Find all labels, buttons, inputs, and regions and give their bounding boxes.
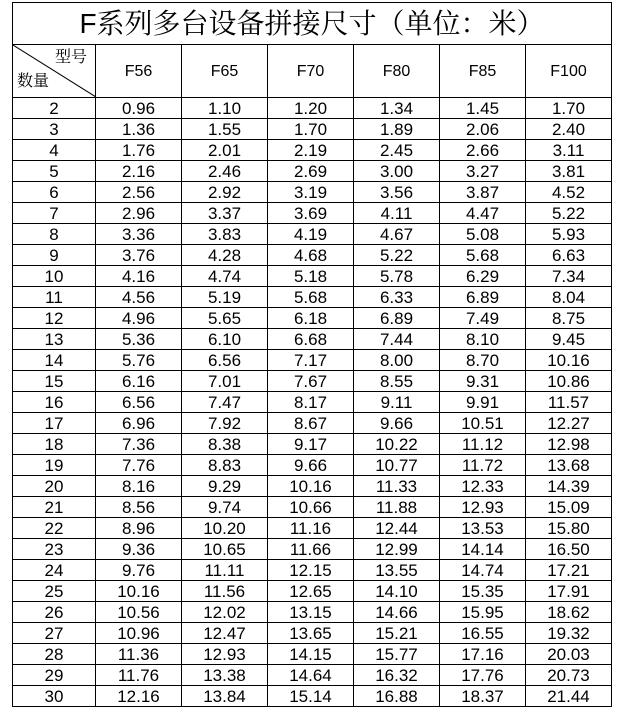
size-value-cell: 5.08 xyxy=(440,224,526,245)
size-value-cell: 20.03 xyxy=(526,644,612,665)
quantity-cell: 29 xyxy=(13,665,96,686)
size-value-cell: 14.14 xyxy=(440,539,526,560)
quantity-cell: 27 xyxy=(13,623,96,644)
table-row xyxy=(13,434,612,455)
size-value-cell: 9.66 xyxy=(354,413,440,434)
size-value-cell: 5.68 xyxy=(268,287,354,308)
size-value-cell: 9.36 xyxy=(96,539,182,560)
size-value-cell: 10.96 xyxy=(96,623,182,644)
size-value-cell: 12.47 xyxy=(182,623,268,644)
table-row xyxy=(13,602,612,623)
size-value-cell: 2.66 xyxy=(440,140,526,161)
corner-label-model: 型号 xyxy=(54,49,87,66)
size-value-cell: 2.06 xyxy=(440,119,526,140)
size-value-cell: 8.38 xyxy=(182,434,268,455)
size-value-cell: 12.93 xyxy=(440,497,526,518)
quantity-cell: 4 xyxy=(13,140,96,161)
size-value-cell: 12.33 xyxy=(440,476,526,497)
size-value-cell: 11.16 xyxy=(268,518,354,539)
table-row xyxy=(13,413,612,434)
size-value-cell: 7.47 xyxy=(182,392,268,413)
size-value-cell: 7.36 xyxy=(96,434,182,455)
quantity-cell: 23 xyxy=(13,539,96,560)
size-value-cell: 10.16 xyxy=(526,350,612,371)
quantity-cell: 26 xyxy=(13,602,96,623)
table-row xyxy=(13,476,612,497)
size-value-cell: 11.56 xyxy=(182,581,268,602)
size-value-cell: 6.63 xyxy=(526,245,612,266)
quantity-cell: 18 xyxy=(13,434,96,455)
size-value-cell: 9.66 xyxy=(268,455,354,476)
size-value-cell: 12.99 xyxy=(354,539,440,560)
size-value-cell: 7.49 xyxy=(440,308,526,329)
size-value-cell: 6.33 xyxy=(354,287,440,308)
size-value-cell: 2.01 xyxy=(182,140,268,161)
size-value-cell: 9.91 xyxy=(440,392,526,413)
size-value-cell: 9.11 xyxy=(354,392,440,413)
size-value-cell: 3.19 xyxy=(268,182,354,203)
size-value-cell: 9.17 xyxy=(268,434,354,455)
size-value-cell: 1.20 xyxy=(268,98,354,119)
size-value-cell: 5.68 xyxy=(440,245,526,266)
quantity-cell: 20 xyxy=(13,476,96,497)
size-value-cell: 12.65 xyxy=(268,581,354,602)
quantity-cell: 16 xyxy=(13,392,96,413)
size-value-cell: 10.16 xyxy=(96,581,182,602)
size-value-cell: 3.83 xyxy=(182,224,268,245)
table-row xyxy=(13,371,612,392)
size-value-cell: 4.67 xyxy=(354,224,440,245)
size-value-cell: 19.32 xyxy=(526,623,612,644)
table-row xyxy=(13,98,612,119)
size-value-cell: 9.74 xyxy=(182,497,268,518)
size-value-cell: 7.76 xyxy=(96,455,182,476)
size-value-cell: 4.28 xyxy=(182,245,268,266)
size-value-cell: 11.76 xyxy=(96,665,182,686)
size-value-cell: 10.22 xyxy=(354,434,440,455)
size-value-cell: 16.50 xyxy=(526,539,612,560)
table-row xyxy=(13,245,612,266)
model-header-f80: F80 xyxy=(354,45,440,98)
size-value-cell: 5.76 xyxy=(96,350,182,371)
size-value-cell: 3.81 xyxy=(526,161,612,182)
quantity-cell: 22 xyxy=(13,518,96,539)
size-value-cell: 18.37 xyxy=(440,686,526,707)
size-value-cell: 17.91 xyxy=(526,581,612,602)
size-value-cell: 1.70 xyxy=(268,119,354,140)
size-value-cell: 11.36 xyxy=(96,644,182,665)
size-value-cell: 12.44 xyxy=(354,518,440,539)
size-value-cell: 3.36 xyxy=(96,224,182,245)
size-value-cell: 2.96 xyxy=(96,203,182,224)
size-value-cell: 14.10 xyxy=(354,581,440,602)
size-table-sheet xyxy=(12,2,612,707)
quantity-cell: 30 xyxy=(13,686,96,707)
size-value-cell: 7.67 xyxy=(268,371,354,392)
quantity-cell: 6 xyxy=(13,182,96,203)
size-value-cell: 13.68 xyxy=(526,455,612,476)
size-value-cell: 3.69 xyxy=(268,203,354,224)
quantity-cell: 28 xyxy=(13,644,96,665)
size-value-cell: 8.16 xyxy=(96,476,182,497)
size-value-cell: 4.74 xyxy=(182,266,268,287)
size-value-cell: 1.10 xyxy=(182,98,268,119)
size-value-cell: 21.44 xyxy=(526,686,612,707)
size-value-cell: 4.11 xyxy=(354,203,440,224)
header-row xyxy=(13,45,612,98)
table-row xyxy=(13,266,612,287)
table-row xyxy=(13,224,612,245)
table-row xyxy=(13,350,612,371)
size-value-cell: 15.35 xyxy=(440,581,526,602)
size-value-cell: 6.89 xyxy=(354,308,440,329)
model-header-f70: F70 xyxy=(268,45,354,98)
size-value-cell: 10.86 xyxy=(526,371,612,392)
size-value-cell: 6.10 xyxy=(182,329,268,350)
size-value-cell: 6.56 xyxy=(96,392,182,413)
size-value-cell: 3.11 xyxy=(526,140,612,161)
table-row xyxy=(13,392,612,413)
table-row xyxy=(13,581,612,602)
size-value-cell: 20.73 xyxy=(526,665,612,686)
table-row xyxy=(13,644,612,665)
size-value-cell: 4.96 xyxy=(96,308,182,329)
size-value-cell: 14.74 xyxy=(440,560,526,581)
size-value-cell: 13.38 xyxy=(182,665,268,686)
size-value-cell: 5.78 xyxy=(354,266,440,287)
size-value-cell: 4.52 xyxy=(526,182,612,203)
size-value-cell: 11.12 xyxy=(440,434,526,455)
size-value-cell: 11.88 xyxy=(354,497,440,518)
quantity-cell: 25 xyxy=(13,581,96,602)
size-value-cell: 7.92 xyxy=(182,413,268,434)
size-value-cell: 5.22 xyxy=(354,245,440,266)
quantity-cell: 11 xyxy=(13,287,96,308)
table-row xyxy=(13,497,612,518)
size-value-cell: 15.77 xyxy=(354,644,440,665)
size-value-cell: 17.21 xyxy=(526,560,612,581)
model-header-f85: F85 xyxy=(440,45,526,98)
size-value-cell: 1.70 xyxy=(526,98,612,119)
size-value-cell: 13.65 xyxy=(268,623,354,644)
table-row xyxy=(13,308,612,329)
size-value-cell: 14.39 xyxy=(526,476,612,497)
size-value-cell: 1.34 xyxy=(354,98,440,119)
size-value-cell: 10.77 xyxy=(354,455,440,476)
quantity-cell: 3 xyxy=(13,119,96,140)
size-value-cell: 8.67 xyxy=(268,413,354,434)
size-value-cell: 11.72 xyxy=(440,455,526,476)
size-value-cell: 5.36 xyxy=(96,329,182,350)
size-value-cell: 17.76 xyxy=(440,665,526,686)
corner-header-cell xyxy=(13,45,96,98)
size-value-cell: 3.37 xyxy=(182,203,268,224)
size-value-cell: 10.66 xyxy=(268,497,354,518)
size-value-cell: 10.56 xyxy=(96,602,182,623)
table-body xyxy=(13,98,612,707)
size-value-cell: 4.56 xyxy=(96,287,182,308)
quantity-cell: 12 xyxy=(13,308,96,329)
size-value-cell: 11.57 xyxy=(526,392,612,413)
size-value-cell: 15.09 xyxy=(526,497,612,518)
size-value-cell: 15.14 xyxy=(268,686,354,707)
size-value-cell: 2.92 xyxy=(182,182,268,203)
quantity-cell: 2 xyxy=(13,98,96,119)
size-value-cell: 13.15 xyxy=(268,602,354,623)
size-value-cell: 2.19 xyxy=(268,140,354,161)
size-value-cell: 8.04 xyxy=(526,287,612,308)
size-value-cell: 14.64 xyxy=(268,665,354,686)
size-value-cell: 8.56 xyxy=(96,497,182,518)
table-row xyxy=(13,539,612,560)
size-value-cell: 1.36 xyxy=(96,119,182,140)
page-title: F系列多台设备拼接尺寸（单位：米） xyxy=(12,2,612,44)
size-value-cell: 12.16 xyxy=(96,686,182,707)
quantity-cell: 17 xyxy=(13,413,96,434)
size-value-cell: 8.70 xyxy=(440,350,526,371)
quantity-cell: 8 xyxy=(13,224,96,245)
table-row xyxy=(13,560,612,581)
quantity-cell: 5 xyxy=(13,161,96,182)
size-value-cell: 12.02 xyxy=(182,602,268,623)
size-value-cell: 8.10 xyxy=(440,329,526,350)
table-row xyxy=(13,686,612,707)
model-header-f56: F56 xyxy=(96,45,182,98)
size-value-cell: 8.17 xyxy=(268,392,354,413)
size-value-cell: 4.19 xyxy=(268,224,354,245)
quantity-cell: 14 xyxy=(13,350,96,371)
size-value-cell: 4.16 xyxy=(96,266,182,287)
size-value-cell: 5.22 xyxy=(526,203,612,224)
size-value-cell: 12.15 xyxy=(268,560,354,581)
size-value-cell: 7.01 xyxy=(182,371,268,392)
table-row xyxy=(13,119,612,140)
table-row xyxy=(13,182,612,203)
size-value-cell: 15.95 xyxy=(440,602,526,623)
size-value-cell: 9.31 xyxy=(440,371,526,392)
table-row xyxy=(13,329,612,350)
size-value-cell: 6.56 xyxy=(182,350,268,371)
table-row xyxy=(13,665,612,686)
size-value-cell: 10.65 xyxy=(182,539,268,560)
size-value-cell: 2.40 xyxy=(526,119,612,140)
size-value-cell: 1.55 xyxy=(182,119,268,140)
size-value-cell: 10.51 xyxy=(440,413,526,434)
size-value-cell: 1.76 xyxy=(96,140,182,161)
size-value-cell: 2.45 xyxy=(354,140,440,161)
size-value-cell: 3.00 xyxy=(354,161,440,182)
size-value-cell: 12.93 xyxy=(182,644,268,665)
quantity-cell: 19 xyxy=(13,455,96,476)
size-value-cell: 7.44 xyxy=(354,329,440,350)
quantity-cell: 24 xyxy=(13,560,96,581)
quantity-cell: 7 xyxy=(13,203,96,224)
size-value-cell: 15.21 xyxy=(354,623,440,644)
size-value-cell: 6.18 xyxy=(268,308,354,329)
size-value-cell: 13.53 xyxy=(440,518,526,539)
size-value-cell: 9.76 xyxy=(96,560,182,581)
size-value-cell: 16.32 xyxy=(354,665,440,686)
quantity-cell: 15 xyxy=(13,371,96,392)
size-value-cell: 1.89 xyxy=(354,119,440,140)
model-header-f65: F65 xyxy=(182,45,268,98)
table-row xyxy=(13,455,612,476)
size-value-cell: 12.98 xyxy=(526,434,612,455)
size-value-cell: 4.68 xyxy=(268,245,354,266)
size-value-cell: 3.87 xyxy=(440,182,526,203)
size-value-cell: 2.16 xyxy=(96,161,182,182)
size-value-cell: 13.55 xyxy=(354,560,440,581)
size-value-cell: 5.18 xyxy=(268,266,354,287)
table-row xyxy=(13,623,612,644)
size-value-cell: 2.69 xyxy=(268,161,354,182)
size-value-cell: 6.96 xyxy=(96,413,182,434)
size-value-cell: 9.45 xyxy=(526,329,612,350)
size-value-cell: 8.83 xyxy=(182,455,268,476)
size-value-cell: 6.89 xyxy=(440,287,526,308)
table-row xyxy=(13,161,612,182)
size-value-cell: 8.55 xyxy=(354,371,440,392)
size-value-cell: 8.75 xyxy=(526,308,612,329)
size-value-cell: 14.15 xyxy=(268,644,354,665)
size-value-cell: 4.47 xyxy=(440,203,526,224)
size-table xyxy=(12,44,612,707)
quantity-cell: 13 xyxy=(13,329,96,350)
corner-label-quantity: 数量 xyxy=(17,73,50,90)
size-value-cell: 3.27 xyxy=(440,161,526,182)
model-header-f100: F100 xyxy=(526,45,612,98)
size-value-cell: 2.56 xyxy=(96,182,182,203)
size-value-cell: 3.56 xyxy=(354,182,440,203)
quantity-cell: 10 xyxy=(13,266,96,287)
size-value-cell: 0.96 xyxy=(96,98,182,119)
table-row xyxy=(13,203,612,224)
size-value-cell: 3.76 xyxy=(96,245,182,266)
size-value-cell: 17.16 xyxy=(440,644,526,665)
quantity-cell: 9 xyxy=(13,245,96,266)
size-value-cell: 7.34 xyxy=(526,266,612,287)
size-value-cell: 16.88 xyxy=(354,686,440,707)
size-value-cell: 18.62 xyxy=(526,602,612,623)
quantity-cell: 21 xyxy=(13,497,96,518)
table-row xyxy=(13,518,612,539)
size-value-cell: 10.16 xyxy=(268,476,354,497)
size-value-cell: 6.16 xyxy=(96,371,182,392)
size-value-cell: 7.17 xyxy=(268,350,354,371)
size-value-cell: 14.66 xyxy=(354,602,440,623)
size-value-cell: 9.29 xyxy=(182,476,268,497)
size-value-cell: 8.00 xyxy=(354,350,440,371)
size-value-cell: 5.19 xyxy=(182,287,268,308)
size-value-cell: 10.20 xyxy=(182,518,268,539)
size-value-cell: 1.45 xyxy=(440,98,526,119)
size-value-cell: 16.55 xyxy=(440,623,526,644)
size-value-cell: 15.80 xyxy=(526,518,612,539)
size-value-cell: 6.29 xyxy=(440,266,526,287)
size-value-cell: 11.11 xyxy=(182,560,268,581)
size-value-cell: 8.96 xyxy=(96,518,182,539)
size-value-cell: 5.65 xyxy=(182,308,268,329)
size-value-cell: 2.46 xyxy=(182,161,268,182)
size-value-cell: 13.84 xyxy=(182,686,268,707)
size-value-cell: 5.93 xyxy=(526,224,612,245)
table-row xyxy=(13,140,612,161)
size-value-cell: 6.68 xyxy=(268,329,354,350)
size-value-cell: 12.27 xyxy=(526,413,612,434)
table-row xyxy=(13,287,612,308)
size-value-cell: 11.33 xyxy=(354,476,440,497)
size-value-cell: 11.66 xyxy=(268,539,354,560)
